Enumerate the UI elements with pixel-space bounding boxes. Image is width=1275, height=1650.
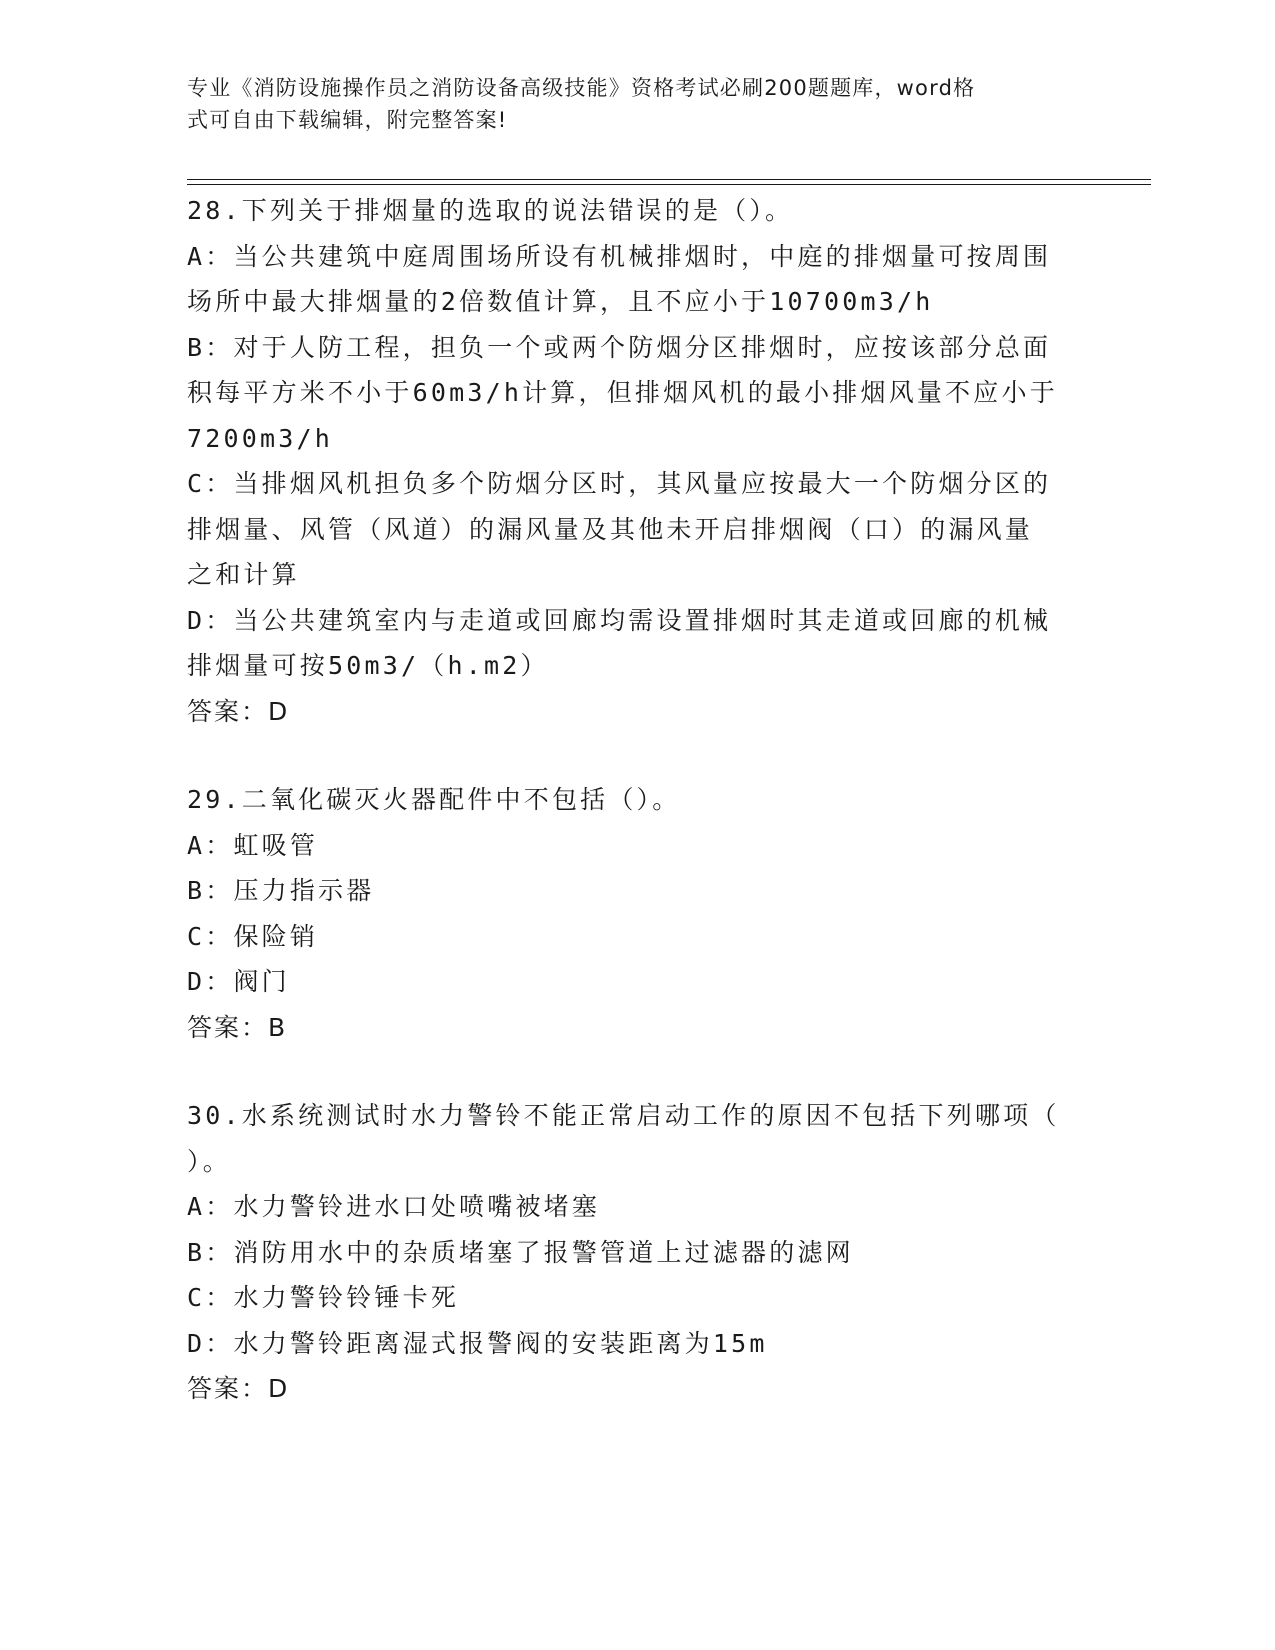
header-line-2: 式可自由下载编辑，附完整答案! — [187, 108, 508, 132]
document-header — [187, 72, 1067, 136]
answer-label: 答案：D — [187, 1374, 290, 1403]
option-b: B：消防用水中的杂质堵塞了报警管道上过滤器的滤网 — [187, 1237, 854, 1267]
question-spacer — [187, 734, 1087, 777]
option-a: A：水力警铃进水口处喷嘴被堵塞 — [187, 1192, 601, 1221]
option-d: D：当公共建筑室内与走道或回廊均需设置排烟时其走道或回廊的机械 排烟量可按50m3/（h.m2） — [187, 605, 1052, 680]
header-divider-bottom — [187, 184, 1151, 185]
option-c: C：保险销 — [187, 921, 319, 951]
option-b: B：压力指示器 — [187, 876, 375, 905]
question-block-28 — [187, 188, 1087, 734]
option-a: A：当公共建筑中庭周围场所设有机械排烟时，中庭的排烟量可按周围 场所中最大排烟量的2倍数值计算，且不应小于10700m3/h — [187, 241, 1052, 316]
option-d: D：水力警铃距离湿式报警阀的安装距离为15m — [187, 1328, 768, 1358]
option-c: C：当排烟风机担负多个防烟分区时，其风量应按最大一个防烟分区的 排烟量、风管（风道）的漏风量及其他未开启排烟阀（口）的漏风量 之和计算 — [187, 469, 1052, 589]
question-spacer — [187, 1050, 1087, 1093]
header-divider-top — [187, 179, 1151, 180]
header-line-1: 专业《消防设施操作员之消防设备高级技能》资格考试必刷200题题库，word格 — [187, 76, 976, 100]
question-text: 29.二氧化碳灭火器配件中不包括（）。 — [187, 785, 681, 814]
option-c: C：水力警铃铃锤卡死 — [187, 1283, 460, 1312]
question-text: 28.下列关于排烟量的选取的说法错误的是（）。 — [187, 196, 794, 225]
answer-label: 答案：D — [187, 696, 290, 726]
option-a: A：虹吸管 — [187, 830, 319, 860]
question-block-30 — [187, 1093, 1087, 1412]
answer-label: 答案：B — [187, 1012, 288, 1042]
question-list — [187, 188, 1087, 1412]
question-block-29 — [187, 777, 1087, 1050]
option-b: B：对于人防工程，担负一个或两个防烟分区排烟时，应按该部分总面 积每平方米不小于60m3/h计算，但排烟风机的最小排烟风量不应小于 7200m3/h — [187, 332, 1058, 453]
option-d: D：阀门 — [187, 967, 290, 996]
question-text: 30.水系统测试时水力警铃不能正常启动工作的原因不包括下列哪项（ ）。 — [187, 1101, 1060, 1176]
